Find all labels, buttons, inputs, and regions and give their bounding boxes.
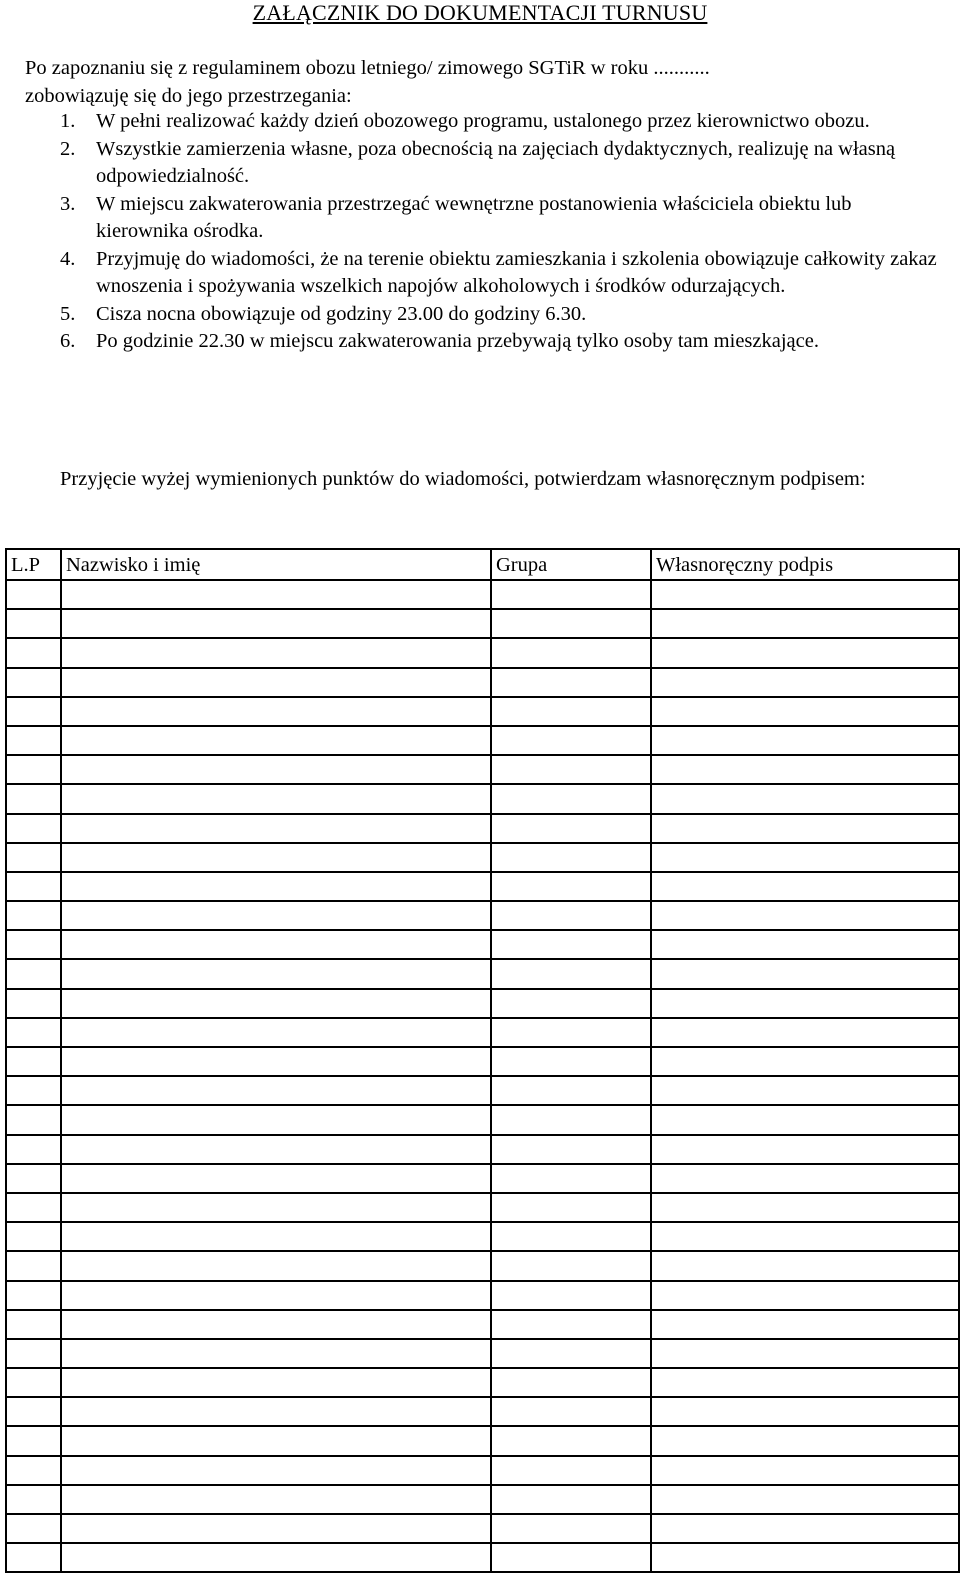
cell-lp[interactable] (6, 1543, 61, 1572)
rule-number: 3. (60, 192, 76, 215)
cell-lp[interactable] (6, 784, 61, 813)
cell-signature[interactable] (651, 1047, 959, 1076)
cell-name[interactable] (61, 1543, 491, 1572)
cell-lp[interactable] (6, 872, 61, 901)
table-row (6, 930, 959, 959)
cell-signature[interactable] (651, 989, 959, 1018)
cell-name[interactable] (61, 1193, 491, 1222)
table-row (6, 1485, 959, 1514)
header-lp: L.P (6, 549, 61, 580)
cell-group[interactable] (491, 784, 651, 813)
cell-signature[interactable] (651, 1485, 959, 1514)
cell-lp[interactable] (6, 1397, 61, 1426)
cell-name[interactable] (61, 1105, 491, 1134)
table-row (6, 1543, 959, 1572)
cell-group[interactable] (491, 1368, 651, 1397)
table-row (6, 1281, 959, 1310)
cell-name[interactable] (61, 784, 491, 813)
cell-signature[interactable] (651, 726, 959, 755)
cell-group[interactable] (491, 638, 651, 667)
table-row (6, 1426, 959, 1455)
table-row (6, 901, 959, 930)
rule-text: Przyjmuję do wiadomości, że na terenie obiektu zamieszkania i szkolenia obowiązuje całkowity zakaz wnoszenia i spożywania wszelkich napojów alkoholowych i środków odurzających. (96, 247, 937, 297)
table-row (6, 726, 959, 755)
cell-group[interactable] (491, 755, 651, 784)
rule-text: Wszystkie zamierzenia własne, poza obecnością na zajęciach dydaktycznych, realizuję na własną odpowiedzialność. (96, 137, 896, 187)
cell-lp[interactable] (6, 726, 61, 755)
rule-item (60, 246, 940, 301)
cell-lp[interactable] (6, 901, 61, 930)
cell-lp[interactable] (6, 1368, 61, 1397)
cell-group[interactable] (491, 989, 651, 1018)
cell-lp[interactable] (6, 843, 61, 872)
cell-name[interactable] (61, 872, 491, 901)
cell-name[interactable] (61, 1456, 491, 1485)
cell-group[interactable] (491, 814, 651, 843)
cell-signature[interactable] (651, 1397, 959, 1426)
rules-list (60, 108, 940, 356)
cell-name[interactable] (61, 814, 491, 843)
rule-item (60, 328, 940, 356)
rule-item (60, 191, 940, 246)
cell-group[interactable] (491, 930, 651, 959)
cell-name[interactable] (61, 989, 491, 1018)
cell-name[interactable] (61, 1164, 491, 1193)
cell-signature[interactable] (651, 1368, 959, 1397)
cell-signature[interactable] (651, 1543, 959, 1572)
table-row (6, 1193, 959, 1222)
cell-group[interactable] (491, 580, 651, 609)
cell-name[interactable] (61, 1135, 491, 1164)
cell-lp[interactable] (6, 668, 61, 697)
cell-group[interactable] (491, 959, 651, 988)
table-row (6, 1164, 959, 1193)
cell-lp[interactable] (6, 638, 61, 667)
cell-group[interactable] (491, 697, 651, 726)
cell-lp[interactable] (6, 930, 61, 959)
cell-signature[interactable] (651, 580, 959, 609)
cell-signature[interactable] (651, 1135, 959, 1164)
cell-lp[interactable] (6, 609, 61, 638)
confirmation-text: Przyjęcie wyżej wymienionych punktów do wiadomości, potwierdzam własnoręcznym podpisem: (60, 468, 866, 490)
cell-signature[interactable] (651, 1456, 959, 1485)
table-row (6, 1135, 959, 1164)
cell-signature[interactable] (651, 1426, 959, 1455)
cell-signature[interactable] (651, 1281, 959, 1310)
table-row (6, 755, 959, 784)
cell-group[interactable] (491, 1485, 651, 1514)
cell-group[interactable] (491, 843, 651, 872)
cell-signature[interactable] (651, 1164, 959, 1193)
cell-group[interactable] (491, 1047, 651, 1076)
cell-lp[interactable] (6, 1251, 61, 1280)
table-row (6, 1047, 959, 1076)
cell-lp[interactable] (6, 1105, 61, 1134)
cell-name[interactable] (61, 1485, 491, 1514)
cell-name[interactable] (61, 1310, 491, 1339)
cell-lp[interactable] (6, 1514, 61, 1543)
table-row (6, 872, 959, 901)
table-row (6, 1368, 959, 1397)
cell-lp[interactable] (6, 1193, 61, 1222)
cell-lp[interactable] (6, 1281, 61, 1310)
table-row (6, 1076, 959, 1105)
cell-name[interactable] (61, 930, 491, 959)
rule-number: 5. (60, 302, 76, 325)
cell-lp[interactable] (6, 697, 61, 726)
cell-lp[interactable] (6, 989, 61, 1018)
cell-group[interactable] (491, 1018, 651, 1047)
cell-name[interactable] (61, 1222, 491, 1251)
cell-lp[interactable] (6, 1222, 61, 1251)
cell-name[interactable] (61, 843, 491, 872)
cell-lp[interactable] (6, 1426, 61, 1455)
table-row (6, 1105, 959, 1134)
cell-name[interactable] (61, 1339, 491, 1368)
cell-lp[interactable] (6, 1018, 61, 1047)
cell-group[interactable] (491, 1193, 651, 1222)
table-row (6, 609, 959, 638)
cell-signature[interactable] (651, 843, 959, 872)
cell-name[interactable] (61, 755, 491, 784)
cell-name[interactable] (61, 668, 491, 697)
cell-signature[interactable] (651, 959, 959, 988)
table-row (6, 1514, 959, 1543)
cell-signature[interactable] (651, 901, 959, 930)
cell-signature[interactable] (651, 784, 959, 813)
header-group: Grupa (491, 549, 651, 580)
table-row (6, 1251, 959, 1280)
cell-lp[interactable] (6, 814, 61, 843)
cell-name[interactable] (61, 1397, 491, 1426)
table-row (6, 697, 959, 726)
cell-lp[interactable] (6, 1310, 61, 1339)
cell-signature[interactable] (651, 1251, 959, 1280)
intro-line-2: zobowiązuję się do jego przestrzegania: (25, 85, 352, 107)
rule-number: 1. (60, 110, 76, 132)
cell-lp[interactable] (6, 1164, 61, 1193)
table-row (6, 959, 959, 988)
cell-lp[interactable] (6, 1485, 61, 1514)
cell-name[interactable] (61, 1426, 491, 1455)
table-row (6, 814, 959, 843)
table-row (6, 843, 959, 872)
cell-group[interactable] (491, 872, 651, 901)
cell-signature[interactable] (651, 1105, 959, 1134)
cell-lp[interactable] (6, 1456, 61, 1485)
cell-signature[interactable] (651, 609, 959, 638)
cell-group[interactable] (491, 609, 651, 638)
rule-number: 4. (60, 247, 76, 270)
cell-lp[interactable] (6, 959, 61, 988)
rule-text: Po godzinie 22.30 w miejscu zakwaterowania przebywają tylko osoby tam mieszkające. (96, 330, 819, 352)
cell-name[interactable] (61, 959, 491, 988)
cell-group[interactable] (491, 1426, 651, 1455)
table-row (6, 1310, 959, 1339)
cell-signature[interactable] (651, 755, 959, 784)
signature-table-header-row (6, 549, 959, 580)
rule-item (60, 108, 940, 136)
cell-group[interactable] (491, 1076, 651, 1105)
table-row (6, 1397, 959, 1426)
rule-text: W pełni realizować każdy dzień obozowego programu, ustalonego przez kierownictwo obozu. (96, 110, 870, 132)
cell-lp[interactable] (6, 1076, 61, 1105)
table-row (6, 1339, 959, 1368)
cell-group[interactable] (491, 1397, 651, 1426)
signature-table (5, 548, 960, 1573)
cell-signature[interactable] (651, 1222, 959, 1251)
cell-lp[interactable] (6, 1135, 61, 1164)
cell-signature[interactable] (651, 668, 959, 697)
cell-signature[interactable] (651, 1076, 959, 1105)
cell-signature[interactable] (651, 872, 959, 901)
cell-signature[interactable] (651, 638, 959, 667)
header-signature: Własnoręczny podpis (651, 549, 959, 580)
cell-group[interactable] (491, 1310, 651, 1339)
cell-signature[interactable] (651, 1193, 959, 1222)
intro-line-1: Po zapoznaniu się z regulaminem obozu letniego/ zimowego SGTiR w roku ........... (25, 57, 710, 79)
rule-number: 2. (60, 137, 76, 160)
cell-name[interactable] (61, 726, 491, 755)
rule-text: Cisza nocna obowiązuje od godziny 23.00 do godziny 6.30. (96, 302, 587, 325)
cell-name[interactable] (61, 609, 491, 638)
cell-signature[interactable] (651, 930, 959, 959)
table-row (6, 580, 959, 609)
cell-lp[interactable] (6, 580, 61, 609)
cell-name[interactable] (61, 901, 491, 930)
cell-name[interactable] (61, 1251, 491, 1280)
cell-lp[interactable] (6, 755, 61, 784)
cell-signature[interactable] (651, 1339, 959, 1368)
intro-paragraph (25, 54, 945, 110)
cell-group[interactable] (491, 1164, 651, 1193)
rule-item (60, 301, 940, 329)
cell-group[interactable] (491, 1135, 651, 1164)
cell-name[interactable] (61, 1514, 491, 1543)
table-row (6, 1222, 959, 1251)
cell-signature[interactable] (651, 1514, 959, 1543)
rule-item (60, 136, 940, 191)
cell-lp[interactable] (6, 1339, 61, 1368)
cell-name[interactable] (61, 638, 491, 667)
table-row (6, 1018, 959, 1047)
cell-signature[interactable] (651, 1018, 959, 1047)
table-row (6, 1456, 959, 1485)
cell-group[interactable] (491, 1251, 651, 1280)
cell-group[interactable] (491, 1456, 651, 1485)
table-row (6, 668, 959, 697)
signature-table-body (6, 580, 959, 1572)
cell-group[interactable] (491, 1281, 651, 1310)
header-name: Nazwisko i imię (61, 549, 491, 580)
rule-number: 6. (60, 330, 76, 352)
cell-lp[interactable] (6, 1047, 61, 1076)
cell-group[interactable] (491, 1105, 651, 1134)
cell-name[interactable] (61, 580, 491, 609)
cell-group[interactable] (491, 1222, 651, 1251)
cell-group[interactable] (491, 726, 651, 755)
cell-name[interactable] (61, 1076, 491, 1105)
table-row (6, 989, 959, 1018)
cell-group[interactable] (491, 1543, 651, 1572)
rule-text: W miejscu zakwaterowania przestrzegać wewnętrzne postanowienia właściciela obiektu lub kierownika ośrodka. (96, 192, 852, 242)
cell-name[interactable] (61, 1281, 491, 1310)
cell-group[interactable] (491, 901, 651, 930)
cell-signature[interactable] (651, 1310, 959, 1339)
cell-signature[interactable] (651, 814, 959, 843)
cell-group[interactable] (491, 1514, 651, 1543)
cell-name[interactable] (61, 1368, 491, 1397)
cell-signature[interactable] (651, 697, 959, 726)
cell-name[interactable] (61, 1047, 491, 1076)
table-row (6, 638, 959, 667)
cell-group[interactable] (491, 1339, 651, 1368)
cell-name[interactable] (61, 697, 491, 726)
cell-group[interactable] (491, 668, 651, 697)
document-title: ZAŁĄCZNIK DO DOKUMENTACJI TURNUSU (252, 0, 708, 25)
table-row (6, 784, 959, 813)
cell-name[interactable] (61, 1018, 491, 1047)
